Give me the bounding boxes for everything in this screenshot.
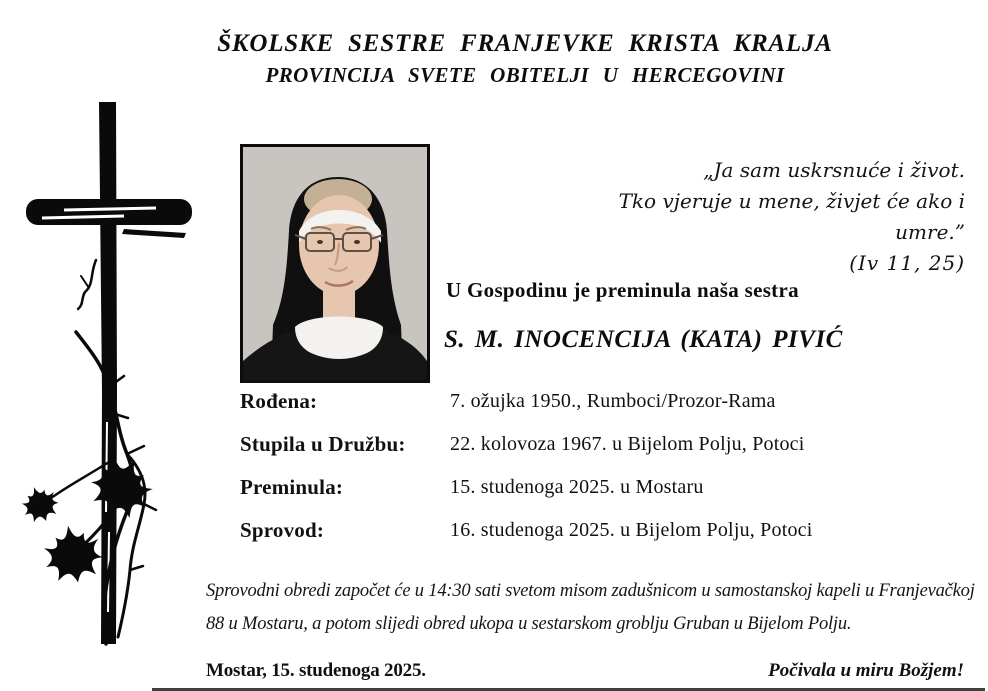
quote-reference: (Iv 11, 25): [849, 251, 965, 275]
funeral-note: Sprovodni obredi započet će u 14:30 sati svetom misom zadušnicom u samostanskoj kapeli u Franjevačkoj 88 u Mostaru, a potom slijedi obred ukopa u sestarskom groblju Gruban u Bijelom Polju.: [206, 581, 975, 634]
scripture-quote: [545, 155, 965, 279]
announcement-intro: U Gospodinu je preminula naša sestra: [446, 278, 799, 302]
detail-row-funeral: [240, 519, 960, 541]
detail-row-died: [240, 476, 960, 498]
detail-label: Preminula:: [240, 475, 344, 499]
detail-row-born: [240, 390, 960, 412]
quote-line2: Tko vjeruje u mene, živjet će ako i umre.”: [618, 189, 965, 244]
province-subtitle: PROVINCIJA SVETE OBITELJI U HERCEGOVINI: [265, 63, 785, 87]
congregation-title: ŠKOLSKE SESTRE FRANJEVKE KRISTA KRALJA: [217, 30, 833, 57]
details-table: [240, 390, 960, 562]
cross-with-vine-icon: [6, 92, 211, 648]
detail-value: 16. studenoga 2025. u Bijelom Polju, Potoci: [450, 519, 813, 541]
quote-line1: „Ja sam uskrsnuće i život.: [703, 158, 965, 182]
vine-branches: [41, 254, 156, 644]
detail-value: 22. kolovoza 1967. u Bijelom Polju, Potoci: [450, 433, 805, 455]
header: [60, 30, 988, 88]
detail-value: 7. ožujka 1950., Rumboci/Prozor-Rama: [450, 390, 776, 412]
detail-row-entered-congregation: [240, 433, 960, 455]
detail-label: Stupila u Družbu:: [240, 432, 406, 456]
nun-portrait-photo: [240, 144, 430, 383]
footer-place-date: Mostar, 15. studenoga 2025.: [206, 660, 426, 681]
detail-label: Sprovod:: [240, 518, 325, 542]
detail-value: 15. studenoga 2025. u Mostaru: [450, 476, 704, 498]
deceased-name: S. M. INOCENCIJA (KATA) PIVIĆ: [444, 326, 843, 353]
footer-farewell: Počivala u miru Božjem!: [768, 660, 964, 681]
detail-label: Rođena:: [240, 389, 318, 413]
nun-portrait-illustration: [243, 147, 427, 380]
